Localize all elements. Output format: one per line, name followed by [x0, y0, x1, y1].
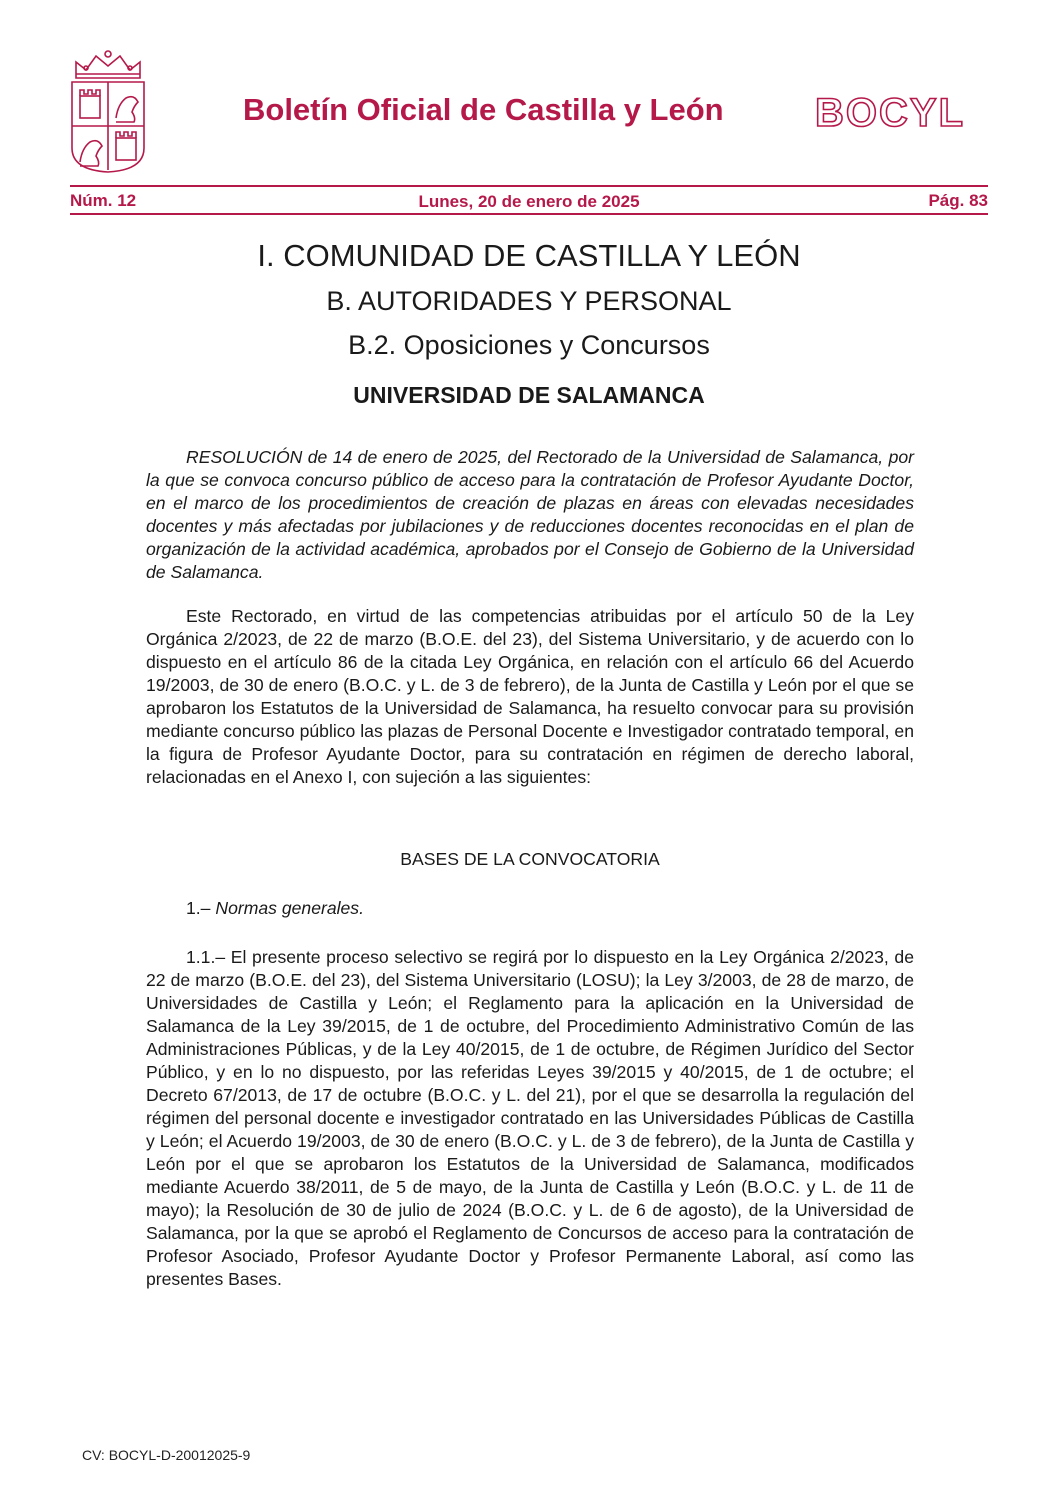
coat-of-arms-icon — [68, 48, 148, 174]
header-rule-bottom — [70, 213, 988, 215]
bulletin-title: Boletín Oficial de Castilla y León — [243, 92, 724, 127]
cv-code: CV: BOCYL-D-20012025-9 — [82, 1447, 251, 1463]
resolution-paragraph: RESOLUCIÓN de 14 de enero de 2025, del Rectorado de la Universidad de Salamanca, por la que se convoca concurso público de acceso para la contratación de Profesor Ayudante Doctor, en el marco de los procedimientos de creación de plazas en áreas con elevadas necesidades docentes y más afectadas por jubilaciones y de reducciones docentes reconocidas en el plan de organización de la actividad académica, aprobados por el Consejo de Gobierno de la Universidad de Salamanca. — [146, 447, 914, 582]
norm-heading — [186, 898, 364, 919]
subsubsection-heading: B.2. Oposiciones y Concursos — [348, 330, 710, 360]
page-number: Pág. 83 — [928, 191, 988, 210]
svg-text:BOCYL: BOCYL — [815, 92, 965, 132]
norm-number: 1.– — [186, 898, 216, 918]
subsection-heading: B. AUTORIDADES Y PERSONAL — [326, 286, 732, 316]
section-heading: I. COMUNIDAD DE CASTILLA Y LEÓN — [257, 238, 801, 273]
paragraph-1-1: 1.1.– El presente proceso selectivo se regirá por lo dispuesto en la Ley Orgánica 2/2023, de 22 de marzo (B.O.E. del 23), del Sistema Universitario (LOSU); la Ley 3/2003, de 28 de marzo, de Universidades de Castilla y León; el Reglamento para la aplicación en la Universidad de Salamanca de la Ley 39/2015, de 1 de octubre, del Procedimiento Administrativo Común de las Administraciones Públicas, y de la Ley 40/2015, de 1 de octubre, de Régimen Jurídico del Sector Público, y en lo no dispuesto, por las referidas Leyes 39/2015 y 40/2015, de 1 de octubre; el Decreto 67/2013, de 17 de octubre (B.O.C. y L. del 21), por el que se desarrolla la regulación del régimen del personal docente e investigador contratado en las Universidades Públicas de Castilla y León; el Acuerdo 19/2003, de 30 de enero (B.O.C. y L. de 3 de febrero), de la Junta de Castilla y León por el que se aprobaron los Estatutos de la Universidad de Salamanca, modificados mediante Acuerdo 38/2011, de 5 de mayo, de la Junta de Castilla y León (B.O.C. y L. de 11 de mayo); la Resolución de 30 de julio de 2024 (B.O.C. y L. de 6 de agosto), de la Universidad de Salamanca, por la que se aprobó el Reglamento de Concursos de acceso para la contratación de Profesor Asociado, Profesor Ayudante Doctor y Profesor Permanente Laboral, así como las presentes Bases. — [146, 947, 914, 1289]
issue-number: Núm. 12 — [70, 191, 137, 210]
norm-title: Normas generales. — [215, 898, 364, 918]
header-rule-top — [70, 185, 988, 187]
intro-paragraph: Este Rectorado, en virtud de las competencias atribuidas por el artículo 50 de la Ley Orgánica 2/2023, de 22 de marzo (B.O.E. del 23), del Sistema Universitario, y de acuerdo con lo dispuesto en el artículo 86 de la citada Ley Orgánica, en relación con el artículo 66 del Acuerdo 19/2003, de 30 de enero (B.O.C. y L. de 3 de febrero), de la Junta de Castilla y León por el que se aprobaron los Estatutos de la Universidad de Salamanca, ha resuelto convocar para su provisión mediante concurso público las plazas de Personal Docente e Investigador contratado temporal, en la figura de Profesor Ayudante Doctor, para su contratación en régimen de derecho laboral, relacionadas en el Anexo I, con sujeción a las siguientes: — [146, 606, 914, 787]
bases-title: BASES DE LA CONVOCATORIA — [400, 849, 660, 869]
issue-date: Lunes, 20 de enero de 2025 — [418, 192, 640, 211]
institution-heading: UNIVERSIDAD DE SALAMANCA — [353, 382, 705, 408]
bocyl-logo — [815, 92, 990, 132]
